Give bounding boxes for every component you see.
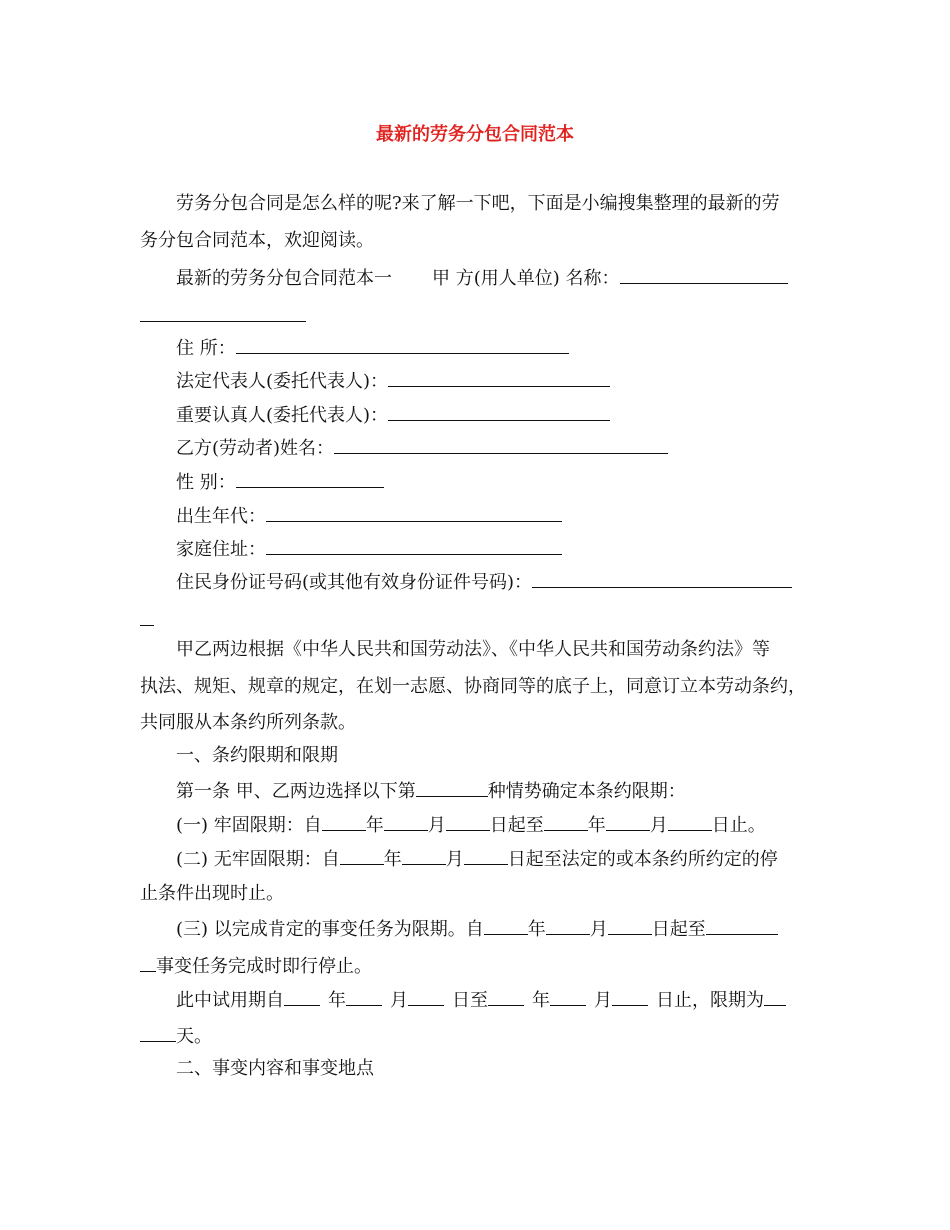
option-3-line-2-text: 事变任务完成时即行停止。 [156, 956, 372, 977]
legal-rep-blank [388, 366, 610, 387]
month-label: 月 [445, 849, 464, 870]
party-b-name-row [176, 433, 668, 463]
birth-label: 出生年代： [176, 506, 266, 527]
party-b-name-blank [334, 433, 668, 454]
blank [322, 810, 366, 831]
id-blank-2 [140, 605, 154, 626]
blank [764, 985, 786, 1006]
article-1-text-a: 第一条 甲、乙两边选择以下第 [176, 781, 416, 802]
option-number-blank [416, 776, 488, 797]
day-end-label: 日止。 [711, 815, 766, 836]
contract-section-label: 最新的劳务分包合同范本一 [176, 268, 392, 289]
year-label: 年 [527, 919, 546, 940]
document-title: 最新的劳务分包合同范本 [376, 124, 574, 145]
gender-label: 性 别： [176, 472, 236, 493]
blank [608, 914, 652, 935]
party-a-name-blank-2 [140, 301, 306, 322]
home-row [176, 534, 562, 564]
blank [384, 810, 428, 831]
blank [446, 810, 490, 831]
day-label: 日 [452, 990, 470, 1011]
section-1-heading: 一、条约限期和限期 [176, 745, 338, 766]
blank [408, 985, 444, 1006]
blank [346, 985, 382, 1006]
blank [140, 951, 156, 972]
legal-rep-label: 法定代表人(委托代表人)： [176, 371, 389, 392]
party-a-name-blank-cont [140, 301, 306, 331]
blank [668, 810, 712, 831]
option-1-label: (一) 牢固限期：自 [176, 815, 322, 836]
month-label: 月 [589, 919, 608, 940]
trial-period-row [176, 985, 786, 1015]
legal-rep-row [176, 366, 610, 396]
section-2-heading: 二、事变内容和事变地点 [176, 1058, 374, 1079]
blank [706, 914, 778, 935]
year-label: 年 [383, 849, 402, 870]
party-a-name-blank [620, 263, 788, 284]
address-blank [236, 333, 569, 354]
blank [402, 844, 446, 865]
blank [140, 1021, 176, 1042]
home-blank [266, 534, 562, 555]
option-2-label: (二) 无牢固限期：自 [176, 849, 340, 870]
main-person-row [176, 400, 610, 430]
trial-label: 此中试用期自 [176, 990, 284, 1011]
to-label: 至 [470, 990, 488, 1011]
preamble-line-2: 执法、规矩、规章的规定，在划一志愿、协商同等的底子上，同意订立本劳动条约， [140, 676, 806, 697]
id-row [176, 567, 792, 597]
home-label: 家庭住址： [176, 539, 266, 560]
intro-line-1: 劳务分包合同是怎么样的呢?来了解一下吧，下面是小编搜集整理的最新的劳 [176, 193, 780, 214]
year-label: 年 [587, 815, 606, 836]
option-3-line-2 [140, 951, 372, 981]
trial-end: 天。 [176, 1026, 212, 1047]
trial-period-line-2 [140, 1021, 212, 1051]
blank [544, 810, 588, 831]
birth-blank [266, 501, 562, 522]
preamble-line-1: 甲乙两边根据《中华人民共和国劳动法》、《中华人民共和国劳动条约法》等 [176, 639, 770, 660]
month-label: 月 [594, 990, 612, 1011]
blank [606, 810, 650, 831]
birth-row [176, 501, 562, 531]
blank [612, 985, 648, 1006]
blank [484, 914, 528, 935]
option-2-line-2: 止条件出现时止。 [140, 883, 284, 904]
month-label: 月 [427, 815, 446, 836]
blank [488, 985, 524, 1006]
main-person-blank [388, 400, 610, 421]
party-a-name-row [176, 263, 788, 293]
article-1-row [176, 776, 686, 806]
option-1-row [176, 810, 766, 840]
party-a-label: 甲 方(用人单位) 名称： [432, 268, 620, 289]
blank [464, 844, 508, 865]
gender-row [176, 467, 384, 497]
article-1-text-b: 种情势确定本条约限期： [487, 781, 686, 802]
option-3-tail: 日起至 [651, 919, 706, 940]
month-label: 月 [649, 815, 668, 836]
month-label: 月 [390, 990, 408, 1011]
day-from-label: 日起至 [489, 815, 544, 836]
id-blank [532, 567, 792, 588]
blank [284, 985, 320, 1006]
option-2-tail: 日起至法定的或本条约所约定的停 [507, 849, 778, 870]
option-3-label: (三) 以完成肯定的事变任务为限期。自 [176, 919, 484, 940]
option-2-row [176, 844, 778, 874]
gender-blank [236, 467, 384, 488]
blank [340, 844, 384, 865]
year-label: 年 [328, 990, 346, 1011]
id-blank-cont [140, 605, 154, 635]
blank [546, 914, 590, 935]
trial-tail: 日止，限期为 [656, 990, 764, 1011]
address-row [176, 333, 569, 363]
option-3-row [176, 914, 778, 944]
id-label: 住民身份证号码(或其他有效身份证件号码)： [176, 572, 533, 593]
preamble-line-3: 共同服从本条约所列条款。 [140, 712, 356, 733]
year-label: 年 [365, 815, 384, 836]
year-label: 年 [532, 990, 550, 1011]
main-person-label: 重要认真人(委托代表人)： [176, 405, 389, 426]
blank [550, 985, 586, 1006]
intro-line-2: 务分包合同范本，欢迎阅读。 [140, 230, 374, 251]
party-b-name-label: 乙方(劳动者)姓名： [176, 438, 335, 459]
address-label: 住 所： [176, 338, 236, 359]
